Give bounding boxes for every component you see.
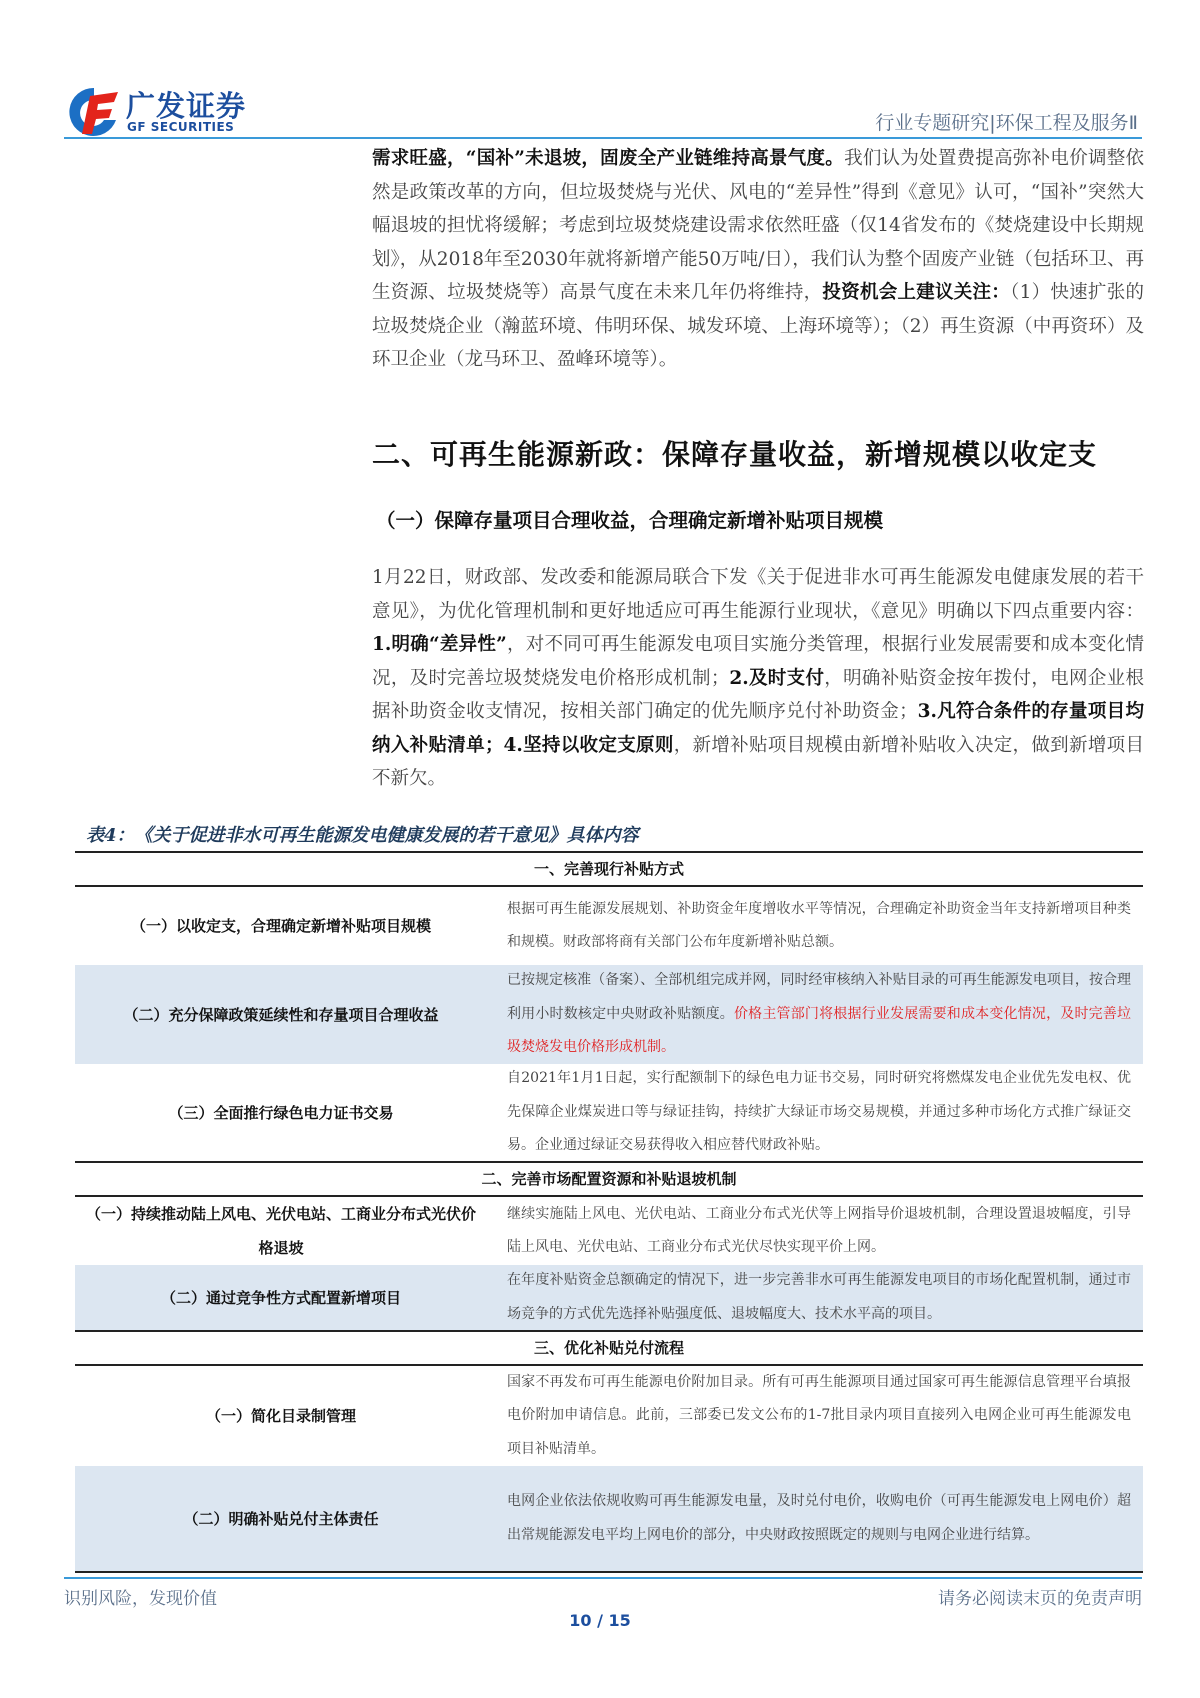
table-row [75,1366,1143,1466]
paragraph-policy [372,561,1144,796]
description-text: 电网企业依法依规收购可再生能源发电量，及时兑付电价，收购电价（可再生能源发电上网电价）超出常规能源发电平均上网电价的部分，中央财政按照既定的规则与电网企业进行结算。 [507,1493,1131,1543]
description-text: 自2021年1月1日起，实行配额制下的绿色电力证书交易，同时研究将燃煤发电企业优先发电权、优先保障企业煤炭进口等与绿证挂钩，持续扩大绿证市场交易规模，并通过多种市场化方式推广绿证交易。企业通过绿证交易获得收入相应替代财政补贴。 [507,1070,1131,1154]
table-section-header: 三、优化补贴兑付流程 [75,1332,1143,1366]
table-title: 表4：《关于促进非水可再生能源发电健康发展的若干意见》具体内容 [86,825,639,846]
policy-table [75,851,1143,1573]
table-row [75,1064,1143,1163]
description-text: 已按规定核准（备案）、全部机组完成并网，同时经审核纳入补贴目录的可再生能源发电项目，按合理利用小时数核定中央财政补贴额度。 [507,972,1131,1022]
header-divider [64,137,1142,139]
gf-logo-icon [64,84,124,138]
row-label: （二）通过竞争性方式配置新增项目 [160,1288,401,1307]
row-description [487,964,1143,1065]
text: ，对不同可再生能源发电项目实施分类管理，根据行业发展需要和成本变化情况，及时完善垃圾焚烧发电价格形成机制； [372,634,1144,689]
table-row [75,1197,1143,1265]
row-description [487,1198,1143,1265]
row-label: （二）明确补贴兑付主体责任 [183,1509,379,1528]
description-text: 国家不再发布可再生能源电价附加目录。所有可再生能源项目通过国家可再生能源信息管理平台填报电价附加申请信息。此前，三部委已发文公布的1-7批目录内项目直接列入电网企业可再生能源发电项目补贴清单。 [507,1373,1131,1457]
row-label: （一）简化目录制管理 [205,1407,356,1425]
row-label: （一）以收定支，合理确定新增补贴项目规模 [130,917,431,935]
table-section-header: 二、完善市场配置资源和补贴退坡机制 [75,1163,1143,1197]
logo-chinese-name: 广发证券 [126,89,247,123]
row-description [487,1062,1143,1163]
bold-text: 3.凡符合条件的存量项目均纳入补贴清单；4.坚持以收定支原则 [372,701,1144,756]
text: ，明确补贴资金按年拨付，电网企业根据补助资金收支情况，按相关部门确定的优先顺序兑付补助资金； [372,667,1144,722]
report-category: 行业专题研究|环保工程及服务Ⅱ [875,112,1138,134]
bold-text: 2.及时支付 [729,667,825,689]
table-section-header: 一、完善现行补贴方式 [75,853,1143,887]
text: 我们认为处置费提高弥补电价调整依然是政策改革的方向，但垃圾焚烧与光伏、风电的“差异性”得到《意见》认可，“国补”突然大幅退坡的担忧将缓解；考虑到垃圾焚烧建设需求依然旺盛（仅14省发布的《焚烧建设中长期规划》，从2018年至2030年就将新增产能50万吨/日），我们认为整个固废产业链（包括环卫、再生资源、垃圾焚烧等）高景气度在未来几年仍将维持， [372,148,1144,303]
row-label: （二）充分保障政策延续性和存量项目合理收益 [123,1005,439,1024]
description-text: 在年度补贴资金总额确定的情况下，进一步完善非水可再生能源发电项目的市场化配置机制，通过市场竞争的方式优先选择补贴强度低、退坡幅度大、技术水平高的项目。 [507,1272,1131,1322]
text: ，新增补贴项目规模由新增补贴收入决定，做到新增项目不新欠。 [372,734,1144,789]
footer-disclaimer-link[interactable]: 请务必阅读末页的免责声明 [938,1589,1142,1609]
row-label: （三）全面推行绿色电力证书交易 [168,1103,394,1122]
row-description [487,1366,1143,1467]
description-text: 继续实施陆上风电、光伏电站、工商业分布式光伏等上网指导价退坡机制，合理设置退坡幅度，引导陆上风电、光伏电站、工商业分布式光伏尽快实现平价上网。 [507,1205,1131,1255]
table-row [75,1265,1143,1332]
page-number: 10 / 15 [569,1611,631,1630]
highlighted-text: 价格主管部门将根据行业发展需要和成本变化情况，及时完善垃圾焚烧发电价格形成机制。 [507,1005,1132,1056]
logo-english-name: GF SECURITIES [127,120,235,134]
paragraph-summary [372,142,1144,377]
footer-slogan: 识别风险，发现价值 [64,1589,217,1609]
bold-text: 投资机会上建议关注： [822,282,1011,303]
description-text: 根据可再生能源发展规划、补助资金年度增收水平等情况，合理确定补助资金当年支持新增项目种类和规模。财政部将商有关部门公布年度新增补贴总额。 [507,900,1131,950]
table-row [75,1466,1143,1573]
text: （1）快速扩张的垃圾焚烧企业（瀚蓝环境、伟明环保、城发环境、上海环境等）；（2）再生资源（中再资环）及环卫企业（龙马环卫、盈峰环境等）。 [372,282,1144,370]
section-heading: 二、可再生能源新政：保障存量收益，新增规模以收定支 [372,438,1098,471]
subsection-heading: （一）保障存量项目合理收益，合理确定新增补贴项目规模 [376,509,884,532]
row-description [487,893,1143,960]
footer-divider [64,1577,1142,1579]
table-row [75,965,1143,1064]
text: 1月22日，财政部、发改委和能源局联合下发《关于促进非水可再生能源发电健康发展的若干意见》，为优化管理机制和更好地适应可再生能源行业现状，《意见》明确以下四点重要内容： [372,567,1144,622]
table-row [75,887,1143,965]
row-description [487,1264,1143,1331]
bold-text: 1.明确“差异性” [372,634,507,655]
row-label: （一）持续推动陆上风电、光伏电站、工商业分布式光伏价格退坡 [85,1205,476,1257]
bold-text: 需求旺盛，“国补”未退坡，固废全产业链维持高景气度。 [372,148,845,169]
row-description [487,1485,1143,1552]
